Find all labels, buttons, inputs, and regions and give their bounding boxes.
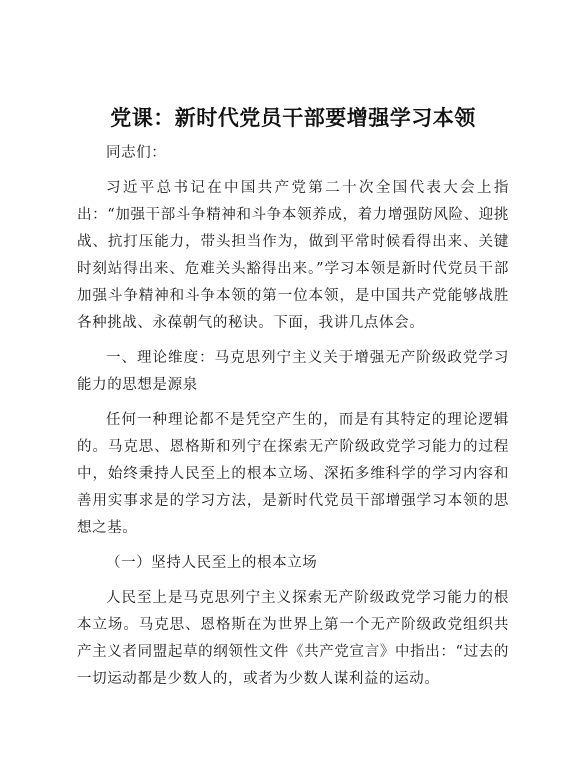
body-paragraph: 人民至上是马克思列宁主义探索无产阶级政党学习能力的根本立场。马克思、恩格斯在为世界上第一个无产阶级政党组织共产主义者同盟起草的纲领性文件《共产党宣言》中指出：“过去的一切运动都是少数人的，或者为少数人谋利益的运动。 — [77, 590, 509, 687]
subsection-heading-1: （一）坚持人民至上的根本立场 — [106, 555, 318, 571]
section-heading-1: 一、理论维度：马克思列宁主义关于增强无产阶级政党学习能力的思想是源泉 — [77, 350, 509, 393]
document-body — [77, 140, 509, 693]
salutation: 同志们： — [106, 145, 167, 161]
body-paragraph: 任何一种理论都不是凭空产生的，而是有其特定的理论逻辑的。马克思、恩格斯和列宁在探索无产阶级政党学习能力的过程中，始终秉持人民至上的根本立场、深拓多维科学的学习内容和善用实事求是的学习方法，是新时代党员干部增强学习本领的思想之基。 — [77, 412, 509, 536]
document-title: 党课：新时代党员干部要增强学习本领 — [110, 106, 476, 130]
intro-paragraph: 习近平总书记在中国共产党第二十次全国代表大会上指出：“加强干部斗争精神和斗争本领养成，着力增强防风险、迎挑战、抗打压能力，带头担当作为，做到平常时候看得出来、关键时刻站得出来、危难关头豁得出来。”学习本领是新时代党员干部加强斗争精神和斗争本领的第一位本领，是中国共产党能够战胜各种挑战、永葆朝气的秘诀。下面，我讲几点体会。 — [77, 180, 509, 331]
